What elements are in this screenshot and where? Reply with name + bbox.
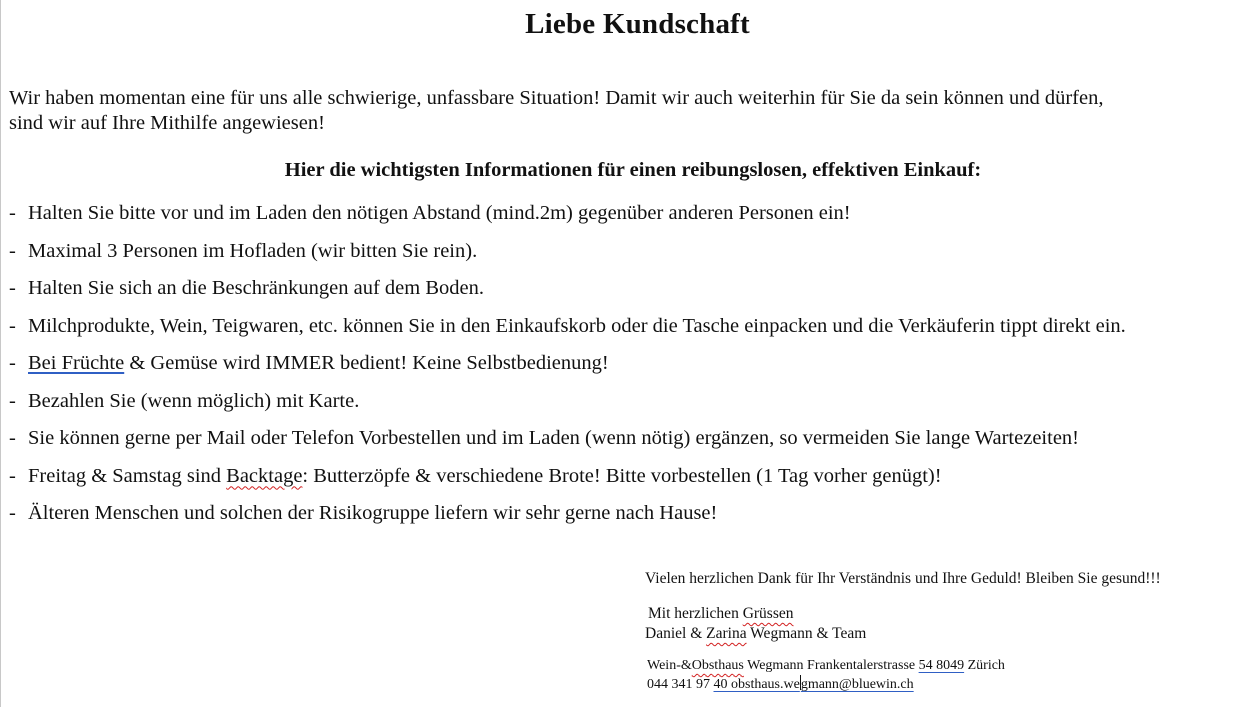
list-item — [9, 201, 1252, 239]
list-bullet: - — [9, 464, 16, 487]
email-link-part-a[interactable]: 40 obsthaus.we — [713, 677, 800, 692]
list-item — [9, 464, 1252, 502]
rule-text: Maximal 3 Personen im Hofladen (wir bitten Sie rein). — [28, 239, 478, 262]
list-item — [9, 239, 1252, 277]
list-bullet: - — [9, 202, 16, 224]
rule-text: Halten Sie bitte vor und im Laden den nötigen Abstand (mind.2m) gegenüber anderen Personen ein! — [28, 202, 851, 224]
email-link-part-b[interactable]: gmann@bluewin.ch — [800, 677, 914, 692]
list-item — [9, 389, 1252, 427]
intro-line-2: sind wir auf Ihre Mithilfe angewiesen! — [9, 112, 325, 134]
rule-text — [28, 351, 609, 376]
rule-text: Bezahlen Sie (wenn möglich) mit Karte. — [28, 389, 360, 412]
address-line — [647, 657, 1247, 675]
thanks-line: Vielen herzlichen Dank für Ihr Verständnis und Ihre Geduld! Bleiben Sie gesund!!! — [645, 570, 1161, 587]
list-bullet: - — [9, 352, 16, 374]
list-bullet: - — [9, 427, 16, 449]
rules-list — [9, 201, 1252, 539]
names-end: Wegmann & Team — [746, 625, 867, 642]
list-bullet: - — [9, 314, 16, 337]
info-subheading: Hier die wichtigsten Informationen für einen reibungslosen, effektiven Einkauf: — [284, 159, 982, 181]
greeting-line — [648, 604, 1248, 624]
signature-names — [645, 624, 1245, 644]
spelling-flagged-text[interactable]: Backtage — [226, 464, 303, 487]
spelling-flagged-text[interactable]: Grüssen — [742, 605, 794, 622]
rule-text-rest: & Gemüse wird IMMER bedient! Keine Selbstbedienung! — [124, 352, 609, 374]
list-bullet: - — [9, 389, 16, 412]
rule-text: Halten Sie sich an die Beschränkungen auf dem Boden. — [28, 277, 484, 299]
list-item — [9, 276, 1252, 314]
contact-line — [647, 675, 1247, 694]
rule-text-start: Freitag & Samstag sind — [28, 464, 227, 487]
email-link[interactable] — [714, 677, 914, 692]
address-middle: Wegmann Frankentalerstrasse — [743, 658, 919, 673]
intro-paragraph — [9, 86, 1244, 136]
document-title: Liebe Kundschaft — [525, 8, 750, 40]
list-bullet: - — [9, 239, 16, 262]
spelling-flagged-text[interactable]: Zarina — [706, 625, 747, 642]
list-item — [9, 314, 1252, 352]
rule-text — [28, 464, 942, 489]
spelling-flagged-text[interactable]: Obsthaus — [691, 658, 744, 673]
rule-text: Sie können gerne per Mail oder Telefon Vorbestellen und im Laden (wenn nötig) ergänzen, so vermeiden Sie lange Wartezeiten! — [28, 427, 1079, 449]
intro-line-1: Wir haben momentan eine für uns alle schwierige, unfassbare Situation! Damit wir auch weiterhin für Sie da sein können und dürfen, — [9, 87, 1104, 109]
names-start: Daniel & — [645, 625, 707, 642]
list-item — [9, 501, 1252, 539]
address-start: Wein-& — [647, 658, 692, 673]
list-bullet: - — [9, 502, 16, 524]
page-left-edge — [0, 0, 1, 707]
grammar-flagged-text[interactable]: 54 8049 — [918, 658, 965, 673]
list-item — [9, 351, 1252, 389]
list-bullet: - — [9, 277, 16, 299]
rule-text: Älteren Menschen und solchen der Risikogruppe liefern wir sehr gerne nach Hause! — [28, 502, 718, 524]
greeting-text: Mit herzlichen — [648, 605, 743, 622]
rule-text-rest: : Butterzöpfe & verschiedene Brote! Bitte vorbestellen (1 Tag vorher genügt)! — [302, 464, 942, 487]
rule-text: Milchprodukte, Wein, Teigwaren, etc. können Sie in den Einkaufskorb oder die Tasche einpacken und die Verkäuferin tippt direkt ein. — [28, 314, 1126, 337]
phone-number: 044 341 97 — [647, 677, 714, 692]
list-item — [9, 426, 1252, 464]
address-end: Zürich — [964, 658, 1005, 673]
grammar-flagged-text[interactable]: Bei Früchte — [28, 352, 125, 374]
